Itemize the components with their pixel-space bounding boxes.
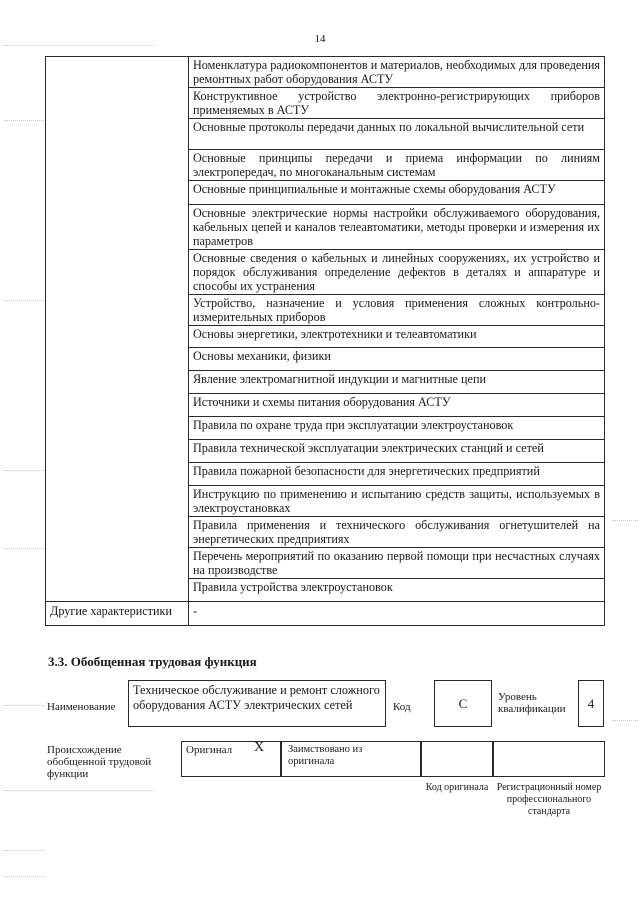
scan-noise bbox=[4, 45, 154, 46]
knowledge-item: Основы механики, физики bbox=[189, 348, 605, 371]
knowledge-item: Основы энергетики, электротехники и телеавтоматики bbox=[189, 326, 605, 348]
original-label: Оригинал bbox=[186, 744, 233, 756]
name-value: Техническое обслуживание и ремонт сложного оборудования АСТУ электрических сетей bbox=[133, 683, 380, 712]
scan-noise bbox=[4, 300, 44, 301]
knowledge-item: Правила устройства электроустановок bbox=[189, 579, 605, 602]
reg-number-box bbox=[493, 741, 605, 777]
original-mark: X bbox=[254, 740, 265, 755]
borrowed-label: Заимствовано из оригинала bbox=[288, 744, 363, 767]
level-value: 4 bbox=[587, 696, 595, 711]
knowledge-item: Основные принципы передачи и приема информации по линиям электропередач, по многоканальным системам bbox=[189, 150, 605, 181]
scan-noise bbox=[4, 548, 44, 549]
code-value: C bbox=[458, 696, 468, 711]
knowledge-item: Правила технической эксплуатации электрических станций и сетей bbox=[189, 440, 605, 463]
knowledge-item: Устройство, назначение и условия применения сложных контрольно-измерительных приборов bbox=[189, 295, 605, 326]
scan-noise bbox=[4, 470, 44, 471]
page-number: 14 bbox=[314, 33, 326, 45]
knowledge-item: Явление электромагнитной индукции и магнитные цепи bbox=[189, 371, 605, 394]
other-characteristics-value: - bbox=[189, 602, 605, 626]
knowledge-table bbox=[45, 56, 605, 626]
origin-label: Происхождение обобщенной трудовой функции bbox=[47, 744, 152, 780]
scan-noise bbox=[4, 705, 44, 706]
section-title: 3.3. Обобщенная трудовая функция bbox=[48, 654, 257, 669]
knowledge-item: Основные протоколы передачи данных по локальной вычислительной сети bbox=[189, 119, 605, 150]
knowledge-item: Правила применения и технического обслуживания огнетушителей на энергетических предприятиях bbox=[189, 517, 605, 548]
reg-number-caption: Регистрационный номер профессионального стандарта bbox=[496, 782, 602, 817]
name-label: Наименование bbox=[47, 701, 116, 713]
knowledge-label-cell bbox=[46, 57, 189, 602]
knowledge-item: Перечень мероприятий по оказанию первой помощи при несчастных случаях на производстве bbox=[189, 548, 605, 579]
code-label: Код bbox=[393, 701, 411, 713]
knowledge-item: Основные электрические нормы настройки обслуживаемого оборудования, кабельных цепей и каналов телеавтоматики, методы проверки и измерения их параметров bbox=[189, 205, 605, 250]
knowledge-item: Правила по охране труда при эксплуатации электроустановок bbox=[189, 417, 605, 440]
scan-noise bbox=[612, 720, 638, 721]
code-original-box bbox=[421, 741, 493, 777]
knowledge-item: Основные сведения о кабельных и линейных сооружениях, их устройство и порядок обслуживания определение дефектов в деталях и аппаратуре и способы их устранения bbox=[189, 250, 605, 295]
other-characteristics-label: Другие характеристики bbox=[46, 602, 189, 626]
scan-noise bbox=[4, 120, 44, 121]
knowledge-item: Источники и схемы питания оборудования АСТУ bbox=[189, 394, 605, 417]
scan-noise bbox=[4, 850, 44, 851]
knowledge-item: Основные принципиальные и монтажные схемы оборудования АСТУ bbox=[189, 181, 605, 205]
knowledge-item: Правила пожарной безопасности для энергетических предприятий bbox=[189, 463, 605, 486]
knowledge-item: Конструктивное устройство электронно-регистрирующих приборов применяемых в АСТУ bbox=[189, 88, 605, 119]
knowledge-item: Номенклатура радиокомпонентов и материалов, необходимых для проведения ремонтных работ оборудования АСТУ bbox=[189, 57, 605, 88]
level-label: Уровень квалификации bbox=[498, 691, 566, 715]
knowledge-item: Инструкцию по применению и испытанию средств защиты, используемых в электроустановках bbox=[189, 486, 605, 517]
scan-noise bbox=[612, 520, 638, 521]
scan-noise bbox=[4, 876, 44, 877]
code-original-caption: Код оригинала bbox=[425, 782, 489, 793]
scan-noise bbox=[4, 790, 154, 791]
